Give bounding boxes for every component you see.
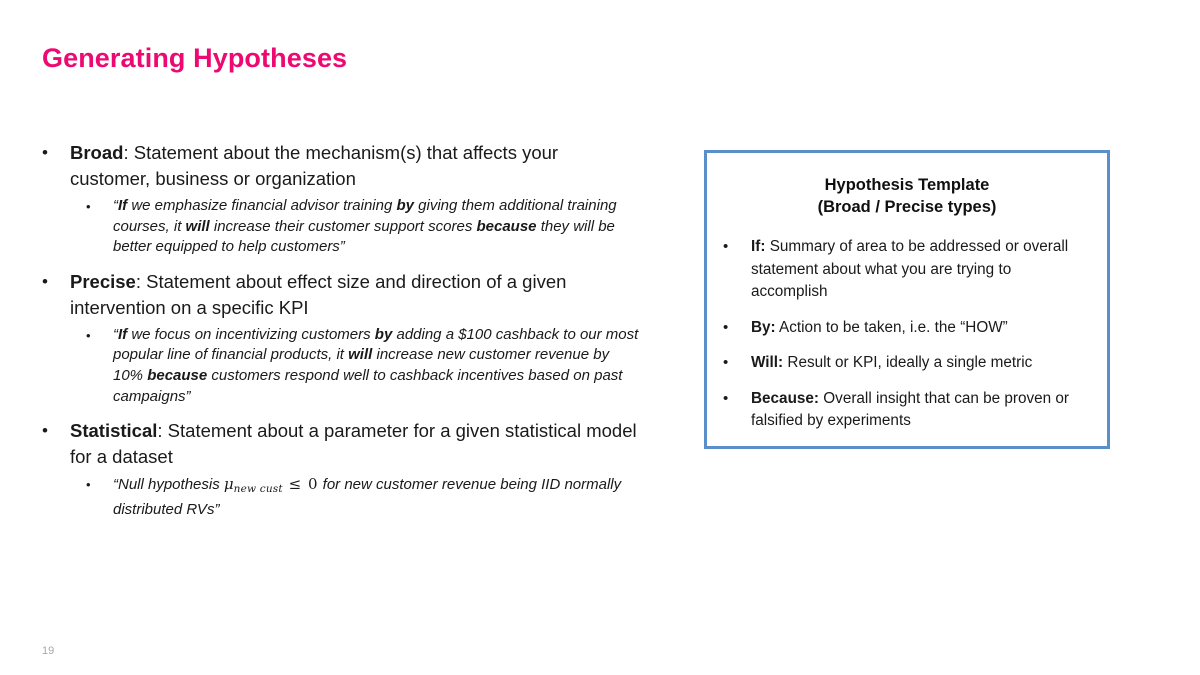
- bullet-icon: •: [42, 143, 48, 162]
- template-heading-line-1: Hypothesis Template: [824, 176, 990, 194]
- mu-symbol: μ: [223, 475, 234, 494]
- template-item-because-desc: Overall insight that can be proven or falsified by experiments: [751, 389, 1070, 429]
- sub-bullet-icon: •: [86, 199, 91, 214]
- template-item-by-text: [751, 317, 1089, 340]
- template-item-will: [707, 352, 1089, 375]
- precise-term: Precise: [70, 270, 136, 292]
- statistical-term: Statistical: [70, 420, 158, 442]
- list-item-broad-example: [40, 196, 640, 258]
- sub-bullet-icon: •: [86, 327, 91, 343]
- precise-example-text: “If we focus on incentivizing customers by adding a $100 cashback to our most popular line of financial products, it will increase new customer revenue by 10% because customers respond well to cashback incentives based on past campaigns”: [113, 325, 639, 405]
- math-expression: [223, 475, 319, 496]
- template-item-because: [707, 388, 1089, 433]
- statistical-definition: [70, 418, 640, 470]
- math-operator: ≤: [288, 475, 302, 494]
- list-item-precise: [40, 269, 640, 321]
- template-heading-line-2: (Broad / Precise types): [817, 198, 997, 216]
- template-item-if-term: If:: [751, 238, 766, 255]
- broad-example-text: “If we emphasize financial advisor training by giving them additional training courses, it will increase their customer support scores because they will be better equipped to help customers”: [113, 197, 617, 256]
- page-number: 19: [42, 645, 55, 657]
- template-item-will-desc: Result or KPI, ideally a single metric: [783, 354, 1033, 371]
- template-item-by-term: By:: [751, 318, 776, 336]
- list-item-broad: [40, 140, 640, 192]
- precise-definition: [70, 269, 640, 321]
- math-value: 0: [307, 475, 318, 494]
- template-item-by: [707, 317, 1089, 340]
- template-items-list: [707, 236, 1107, 433]
- page-title: Generating Hypotheses: [42, 43, 348, 73]
- broad-definition: [70, 140, 640, 192]
- bullet-icon: •: [723, 318, 729, 336]
- template-item-by-desc: Action to be taken, i.e. the “HOW”: [775, 318, 1008, 336]
- bullet-icon: •: [723, 389, 729, 407]
- math-suffix: for new customer revenue being IID normally distributed RVs”: [113, 476, 622, 518]
- list-item-precise-example: [40, 325, 640, 407]
- template-item-if-desc: Summary of area to be addressed or overall statement about what you are trying to accomplish: [751, 238, 1069, 300]
- math-prefix: “Null hypothesis: [113, 476, 224, 494]
- template-item-if: [707, 236, 1089, 304]
- bullet-icon: •: [42, 271, 48, 291]
- mu-subscript: new cust: [233, 483, 283, 496]
- broad-definition-text: : Statement about the mechanism(s) that affects your customer, business or organization: [70, 142, 559, 189]
- template-item-if-text: [751, 236, 1089, 304]
- template-item-will-term: Will:: [751, 354, 784, 371]
- bullet-icon: •: [723, 238, 729, 255]
- template-item-will-text: [751, 352, 1089, 375]
- list-item-statistical-example: [40, 474, 640, 520]
- bullet-icon: •: [42, 421, 48, 441]
- template-box-heading: [707, 174, 1107, 218]
- hypothesis-types-list: [40, 140, 640, 531]
- broad-term: Broad: [70, 142, 124, 163]
- sub-bullet-icon: •: [86, 477, 91, 493]
- precise-definition-text: : Statement about effect size and direction of a given intervention on a specific KPI: [70, 270, 567, 318]
- hypothesis-template-box: [704, 150, 1110, 449]
- bullet-icon: •: [723, 354, 729, 371]
- list-item-statistical: [40, 418, 640, 470]
- statistical-definition-text: : Statement about a parameter for a given statistical model for a dataset: [70, 420, 637, 468]
- template-item-because-text: [751, 388, 1089, 433]
- statistical-example-text: [113, 474, 640, 520]
- template-item-because-term: Because:: [751, 389, 820, 407]
